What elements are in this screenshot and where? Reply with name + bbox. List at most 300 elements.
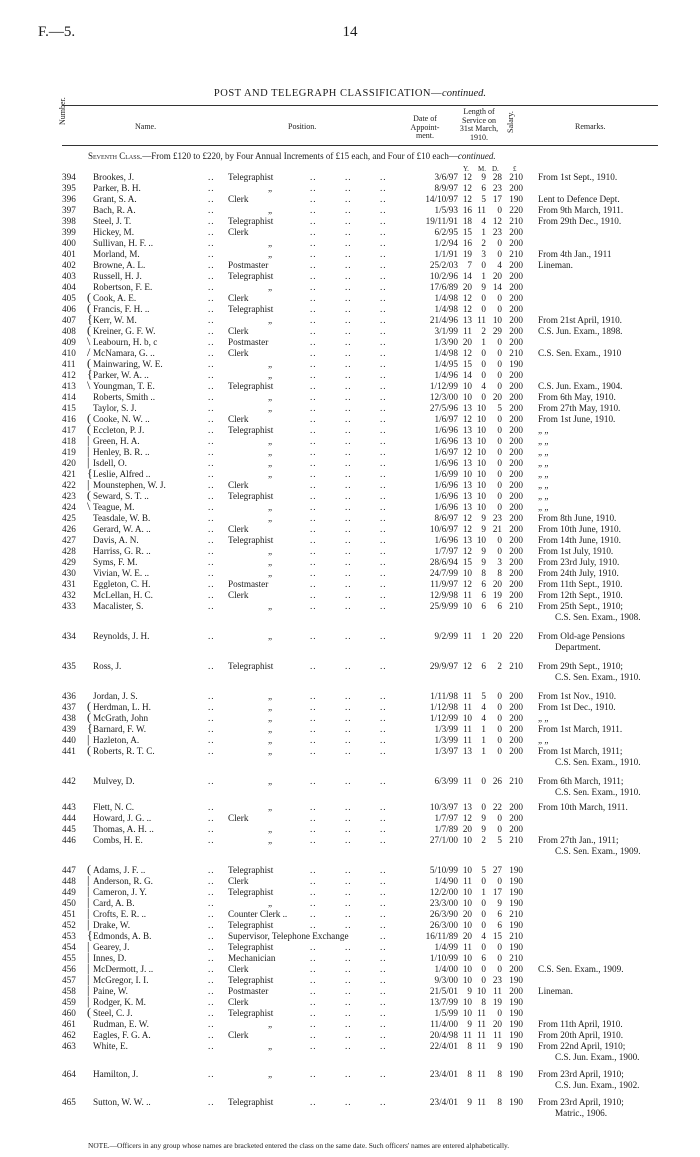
service-days: 4 [497,260,502,270]
service-years: 8 [467,1069,472,1079]
officer-name: Rodger, K. M. [93,997,146,1007]
service-months: 0 [481,942,486,952]
officer-name: Mainwaring, W. E. [93,359,163,369]
service-months: 5 [481,194,486,204]
leader-dots: .. [208,436,215,446]
service-months: 8 [481,568,486,578]
officer-position: Clerk [228,227,249,237]
officer-position: Clerk [228,964,249,974]
service-months: 8 [481,997,486,1007]
leader-dots: .. [345,724,352,734]
leader-dots: .. [310,1069,317,1079]
leader-dots: .. [310,359,317,369]
service-days: 0 [497,691,502,701]
table-row [0,813,700,824]
row-number: 455 [62,953,76,963]
leader-dots: .. [310,746,317,756]
service-years: 12 [462,661,472,671]
leader-dots: .. [345,491,352,501]
remark: From 23rd July, 1910. [538,557,620,567]
officer-name: Hamilton, J. [93,1069,139,1079]
appointment-date: 28/6/94 [429,557,458,567]
appointment-date: 1/6/96 [434,436,458,446]
service-days: 20 [492,1019,502,1029]
service-months: 0 [481,392,486,402]
leader-dots: .. [310,1030,317,1040]
service-days: 0 [497,813,502,823]
service-years: 10 [462,964,472,974]
leader-dots: .. [208,713,215,723]
service-months: 6 [481,590,486,600]
leader-dots: .. [310,425,317,435]
row-number: 412 [62,370,76,380]
remark: From 6th May, 1910. [538,392,616,402]
row-number: 454 [62,942,76,952]
officer-name: Bach, R. A. [93,205,136,215]
leader-dots: .. [345,337,352,347]
service-days: 0 [497,724,502,734]
group-bracket: \ [87,378,91,392]
row-number: 462 [62,1030,76,1040]
salary: 200 [509,964,523,974]
officer-position: „ [268,835,273,845]
officer-position: Postmaster [228,337,269,347]
leader-dots: .. [345,414,352,424]
col-salary-header: Salary. [506,111,515,133]
row-number: 448 [62,876,76,886]
service-months: 9 [481,813,486,823]
leader-dots: .. [310,172,317,182]
appointment-date: 27/5/96 [429,403,458,413]
leader-dots: .. [208,631,215,641]
officer-position: „ [268,205,273,215]
service-months: 4 [481,381,486,391]
remark: „ „ [538,458,549,468]
salary: 200 [509,392,523,402]
officer-position: Clerk [228,524,249,534]
remark: From 9th March, 1911. [538,205,624,215]
table-row [0,524,700,535]
appointment-date: 1/4/90 [434,876,458,886]
table-row [0,282,700,293]
officer-name: Robertson, F. E. [93,282,153,292]
row-number: 453 [62,931,76,941]
service-years: 11 [463,702,472,712]
service-months: 11 [477,1069,486,1079]
officer-name: Davis, A. N. [93,535,139,545]
table-row [0,433,700,447]
table-row [0,466,700,480]
leader-dots: .. [310,381,317,391]
officer-name: Syms, F. M. [93,557,138,567]
service-years: 10 [462,898,472,908]
row-number: 419 [62,447,76,457]
officer-position: Telegraphist [228,425,274,435]
appointment-date: 1/3/99 [434,724,458,734]
group-bracket: ( [87,290,91,304]
leader-dots: .. [310,691,317,701]
service-months: 10 [476,469,486,479]
leader-dots: .. [345,480,352,490]
remark: C.S. Sen. Exam., 1908. [555,612,641,622]
appointment-date: 1/6/97 [434,414,458,424]
officer-position: Telegraphist [228,271,274,281]
service-days: 27 [492,865,502,875]
appointment-date: 1/4/98 [434,293,458,303]
leader-dots: .. [208,425,215,435]
remark: From 21st April, 1910. [538,315,622,325]
appointment-date: 1/6/96 [434,535,458,545]
group-bracket: | [87,873,90,887]
service-years: 20 [462,824,472,834]
row-number: 441 [62,746,76,756]
leader-dots: .. [345,986,352,996]
leader-dots: .. [345,964,352,974]
leader-dots: .. [345,746,352,756]
remark: From 1st June, 1910. [538,414,616,424]
service-months: 2 [481,326,486,336]
service-days: 0 [497,942,502,952]
appointment-date: 1/10/99 [429,953,458,963]
leader-dots: .. [310,513,317,523]
service-days: 14 [492,282,502,292]
leader-dots: .. [380,535,387,545]
appointment-date: 1/4/98 [434,348,458,358]
appointment-date: 1/6/96 [434,480,458,490]
leader-dots: .. [345,205,352,215]
remark: C.S. Sen. Exam., 1910. [555,672,641,682]
leader-dots: .. [208,1041,215,1051]
service-days: 26 [492,776,502,786]
service-years: 12 [462,304,472,314]
leader-dots: .. [310,942,317,952]
service-days: 0 [497,953,502,963]
table-row [0,535,700,546]
service-years: 11 [463,942,472,952]
leader-dots: .. [380,1008,387,1018]
leader-dots: .. [208,1008,215,1018]
salary: 200 [509,824,523,834]
leader-dots: .. [208,724,215,734]
table-row [0,323,700,337]
officer-name: Parker, B. H. [93,183,141,193]
leader-dots: .. [380,491,387,501]
leader-dots: .. [310,392,317,402]
leader-dots: .. [208,601,215,611]
leader-dots: .. [208,735,215,745]
leader-dots: .. [208,480,215,490]
salary: 200 [509,546,523,556]
salary: 200 [509,414,523,424]
salary: 200 [509,702,523,712]
leader-dots: .. [380,631,387,641]
officer-position: „ [268,447,273,457]
leader-dots: .. [208,997,215,1007]
appointment-date: 1/4/00 [434,964,458,974]
service-years: 9 [467,1097,472,1107]
service-years: 18 [462,216,472,226]
leader-dots: .. [345,227,352,237]
remark: C.S. Jun. Exam., 1902. [555,1080,640,1090]
service-days: 8 [497,568,502,578]
remark: From 24th July, 1910. [538,568,619,578]
row-number: 465 [62,1097,76,1107]
leader-dots: .. [345,172,352,182]
service-days: 11 [493,1030,502,1040]
officer-position: „ [268,735,273,745]
table-row [0,356,700,370]
remark: From 4th Jan., 1911 [538,249,612,259]
remark: C.S. Sen. Exam., 1910 [538,348,622,358]
appointment-date: 24/7/99 [429,568,458,578]
leader-dots: .. [208,953,215,963]
remark: From 1st March, 1911; [538,746,623,756]
leader-dots: .. [345,702,352,712]
leader-dots: .. [208,835,215,845]
leader-dots: .. [345,513,352,523]
service-years: 10 [462,601,472,611]
officer-position: Telegraphist [228,381,274,391]
leader-dots: .. [208,469,215,479]
service-days: 0 [497,304,502,314]
leader-dots: .. [345,735,352,745]
leader-dots: .. [380,227,387,237]
service-months: 6 [481,579,486,589]
leader-dots: .. [345,1008,352,1018]
appointment-date: 13/7/99 [429,997,458,1007]
salary: 200 [509,436,523,446]
table-row [0,249,700,260]
service-years: 12 [462,546,472,556]
group-bracket: ( [87,699,91,713]
appointment-date: 1/6/96 [434,502,458,512]
officer-position: „ [268,568,273,578]
table-row [0,824,700,835]
officer-name: Edmonds, A. B. [93,931,152,941]
service-years: 20 [462,931,472,941]
service-days: 0 [497,348,502,358]
appointment-date: 5/10/99 [429,865,458,875]
officer-name: Mulvey, D. [93,776,135,786]
officer-position: „ [268,469,273,479]
service-days: 29 [492,326,502,336]
service-years: 16 [462,238,472,248]
service-months: 5 [481,691,486,701]
leader-dots: .. [310,249,317,259]
officer-position: Telegraphist [228,661,274,671]
officer-position: „ [268,370,273,380]
leader-dots: .. [310,776,317,786]
leader-dots: .. [208,238,215,248]
remark: From 23rd April, 1910; [538,1069,624,1079]
leader-dots: .. [380,997,387,1007]
service-days: 15 [492,931,502,941]
row-number: 437 [62,702,76,712]
leader-dots: .. [310,326,317,336]
salary: 190 [509,1019,523,1029]
group-bracket: | [87,444,90,458]
remark: „ „ [538,502,549,512]
leader-dots: .. [208,887,215,897]
remark: From 1st Sept., 1910. [538,172,618,182]
officer-position: Postmaster [228,986,269,996]
table-row [0,477,700,491]
officer-name: Eagles, F. G. A. [93,1030,151,1040]
officer-name: McDermott, J. .. [93,964,154,974]
officer-name: Kreiner, G. F. W. [93,326,156,336]
leader-dots: .. [380,348,387,358]
leader-dots: .. [208,216,215,226]
leader-dots: .. [310,601,317,611]
table-row [0,699,700,713]
group-bracket: ( [87,422,91,436]
row-number: 396 [62,194,76,204]
table-row [0,367,700,381]
service-years: 11 [463,776,472,786]
officer-position: „ [268,1041,273,1051]
service-years: 12 [462,414,472,424]
remark: From Old-age Pensions [538,631,625,641]
remark: C.S. Sen. Exam., 1910. [555,787,641,797]
service-years: 10 [462,920,472,930]
service-months: 10 [476,425,486,435]
col-service-header [452,108,506,142]
service-months: 5 [481,865,486,875]
service-months: 0 [481,359,486,369]
leader-dots: .. [345,282,352,292]
table-row [0,392,700,403]
col-number-header: Number. [58,97,67,125]
leader-dots: .. [345,260,352,270]
col-position-header: Position. [288,122,317,131]
row-number: 410 [62,348,76,358]
appointment-date: 1/4/95 [434,359,458,369]
service-days: 12 [492,216,502,226]
leader-dots: .. [380,824,387,834]
leader-dots: .. [380,1097,387,1107]
appointment-date: 12/2/00 [429,887,458,897]
leader-dots: .. [380,304,387,314]
service-days: 0 [497,876,502,886]
officer-name: Macalister, S. [93,601,144,611]
remark: „ „ [538,491,549,501]
leader-dots: .. [345,304,352,314]
service-years: 9 [467,1019,472,1029]
leader-dots: .. [345,813,352,823]
leader-dots: .. [310,865,317,875]
salary: 200 [509,535,523,545]
officer-position: Telegraphist [228,887,274,897]
officer-name: Taylor, S. J. [93,403,137,413]
officer-name: Gearey, J. [93,942,130,952]
service-months: 1 [481,271,486,281]
service-months: 10 [476,480,486,490]
salary: 200 [509,381,523,391]
officer-position: Clerk [228,348,249,358]
row-number: 413 [62,381,76,391]
row-number: 427 [62,535,76,545]
service-years: 11 [463,876,472,886]
service-months: 10 [476,447,486,457]
service-days: 5 [497,835,502,845]
officer-name: McNamara, G. .. [93,348,155,358]
leader-dots: .. [310,436,317,446]
leader-dots: .. [310,491,317,501]
row-number: 435 [62,661,76,671]
appointment-date: 10/2/96 [429,271,458,281]
leader-dots: .. [345,458,352,468]
leader-dots: .. [310,661,317,671]
leader-dots: .. [208,205,215,215]
service-days: 3 [497,557,502,567]
appointment-date: 1/4/98 [434,304,458,314]
leader-dots: .. [345,557,352,567]
officer-position: „ [268,1019,273,1029]
officer-position: „ [268,601,273,611]
col-service-line2: Service on [462,115,496,125]
appointment-date: 6/2/95 [434,227,458,237]
leader-dots: .. [310,524,317,534]
service-days: 23 [492,513,502,523]
leader-dots: .. [380,568,387,578]
appointment-date: 1/7/97 [434,813,458,823]
appointment-date: 1/12/99 [429,713,458,723]
service-years: 12 [462,293,472,303]
officer-position: „ [268,746,273,756]
appointment-date: 1/6/96 [434,491,458,501]
service-years: 10 [462,381,472,391]
salary: 200 [509,315,523,325]
service-months: 0 [481,304,486,314]
leader-dots: .. [380,1019,387,1029]
leader-dots: .. [345,348,352,358]
service-days: 28 [492,172,502,182]
service-years: 13 [462,425,472,435]
table-row [0,260,700,271]
group-bracket: ( [87,710,91,724]
salary: 200 [509,238,523,248]
salary: 190 [509,898,523,908]
service-years: 11 [463,691,472,701]
row-number: 407 [62,315,76,325]
appointment-date: 12/3/00 [429,392,458,402]
salary: 200 [509,579,523,589]
leader-dots: .. [208,661,215,671]
salary: 200 [509,480,523,490]
service-months: 0 [481,964,486,974]
remark: „ „ [538,713,549,723]
remark: From 8th June, 1910. [538,513,617,523]
leader-dots: .. [345,691,352,701]
service-days: 19 [492,590,502,600]
salary: 200 [509,304,523,314]
service-years: 13 [462,535,472,545]
service-days: 20 [492,271,502,281]
salary: 220 [509,631,523,641]
row-number: 436 [62,691,76,701]
service-years: 13 [462,480,472,490]
leader-dots: .. [380,315,387,325]
remark: From 1st July, 1910. [538,546,614,556]
salary: 210 [509,909,523,919]
officer-position: „ [268,802,273,812]
leader-dots: .. [380,942,387,952]
officer-position: „ [268,249,273,259]
leader-dots: .. [208,1019,215,1029]
row-number: 433 [62,601,76,611]
appointment-date: 9/3/00 [434,975,458,985]
officer-position: Telegraphist [228,1097,274,1107]
